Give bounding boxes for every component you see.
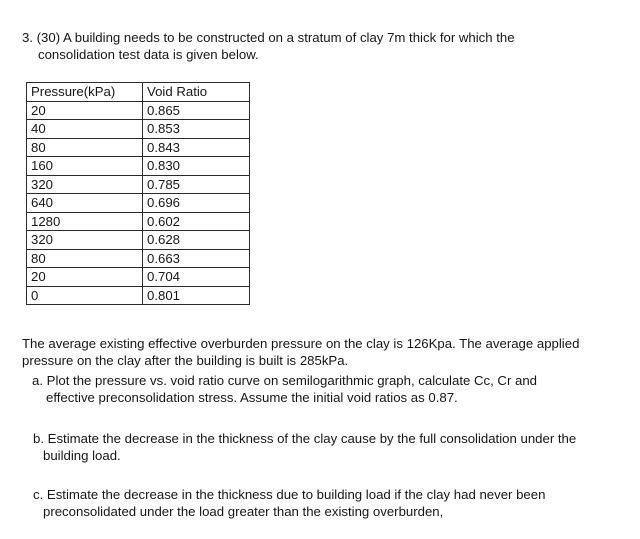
table-row xyxy=(27,286,250,305)
pressure-cell: 1280 xyxy=(27,212,143,231)
void-ratio-cell: 0.843 xyxy=(143,138,250,157)
pressure-cell: 320 xyxy=(27,231,143,250)
table-row xyxy=(27,231,250,250)
pressure-cell: 640 xyxy=(27,194,143,213)
void-ratio-cell: 0.865 xyxy=(143,101,250,120)
column-header-void-ratio: Void Ratio xyxy=(143,83,250,102)
problem-header-line1: 3. (30) A building needs to be constructed on a stratum of clay 7m thick for which the xyxy=(22,30,515,45)
void-ratio-cell: 0.628 xyxy=(143,231,250,250)
column-header-pressure: Pressure(kPa) xyxy=(27,83,143,102)
pressure-cell: 320 xyxy=(27,175,143,194)
void-ratio-cell: 0.602 xyxy=(143,212,250,231)
pressure-cell: 20 xyxy=(27,268,143,287)
table-row xyxy=(27,101,250,120)
pressure-cell: 160 xyxy=(27,157,143,176)
problem-statement xyxy=(22,29,602,63)
table-row xyxy=(27,194,250,213)
intro-paragraph xyxy=(22,335,622,369)
table-row xyxy=(27,268,250,287)
item-c-line2: preconsolidated under the load greater than the existing overburden, xyxy=(43,504,444,519)
table-row xyxy=(27,157,250,176)
item-b-line1: b. Estimate the decrease in the thickness of the clay cause by the full consolidation under the xyxy=(33,431,577,446)
item-a-line2: effective preconsolidation stress. Assume the initial void ratios as 0.87. xyxy=(46,390,458,405)
pressure-cell: 20 xyxy=(27,101,143,120)
intro-line2: pressure on the clay after the building is built is 285kPa. xyxy=(22,353,349,368)
table-row xyxy=(27,212,250,231)
pressure-cell: 80 xyxy=(27,138,143,157)
void-ratio-cell: 0.696 xyxy=(143,194,250,213)
void-ratio-cell: 0.704 xyxy=(143,268,250,287)
pressure-cell: 0 xyxy=(27,286,143,305)
pressure-cell: 40 xyxy=(27,120,143,139)
table-row xyxy=(27,138,250,157)
void-ratio-cell: 0.830 xyxy=(143,157,250,176)
item-c-line1: c. Estimate the decrease in the thickness due to building load if the clay had never been xyxy=(33,487,546,502)
table-row xyxy=(27,175,250,194)
void-ratio-cell: 0.785 xyxy=(143,175,250,194)
question-item-a xyxy=(32,372,632,406)
intro-line1: The average existing effective overburden pressure on the clay is 126Kpa. The average applied xyxy=(22,336,580,351)
table-header-row xyxy=(27,83,250,102)
void-ratio-cell: 0.853 xyxy=(143,120,250,139)
table-row xyxy=(27,249,250,268)
problem-header-line2: consolidation test data is given below. xyxy=(38,47,259,62)
void-ratio-cell: 0.801 xyxy=(143,286,250,305)
item-b-line2: building load. xyxy=(43,448,121,463)
void-ratio-cell: 0.663 xyxy=(143,249,250,268)
item-a-line1: a. Plot the pressure vs. void ratio curve on semilogarithmic graph, calculate Cc, Cr and xyxy=(32,373,538,388)
consolidation-data-table xyxy=(26,82,250,305)
table-row xyxy=(27,120,250,139)
question-item-b xyxy=(33,430,633,464)
question-item-c xyxy=(33,486,633,520)
pressure-cell: 80 xyxy=(27,249,143,268)
